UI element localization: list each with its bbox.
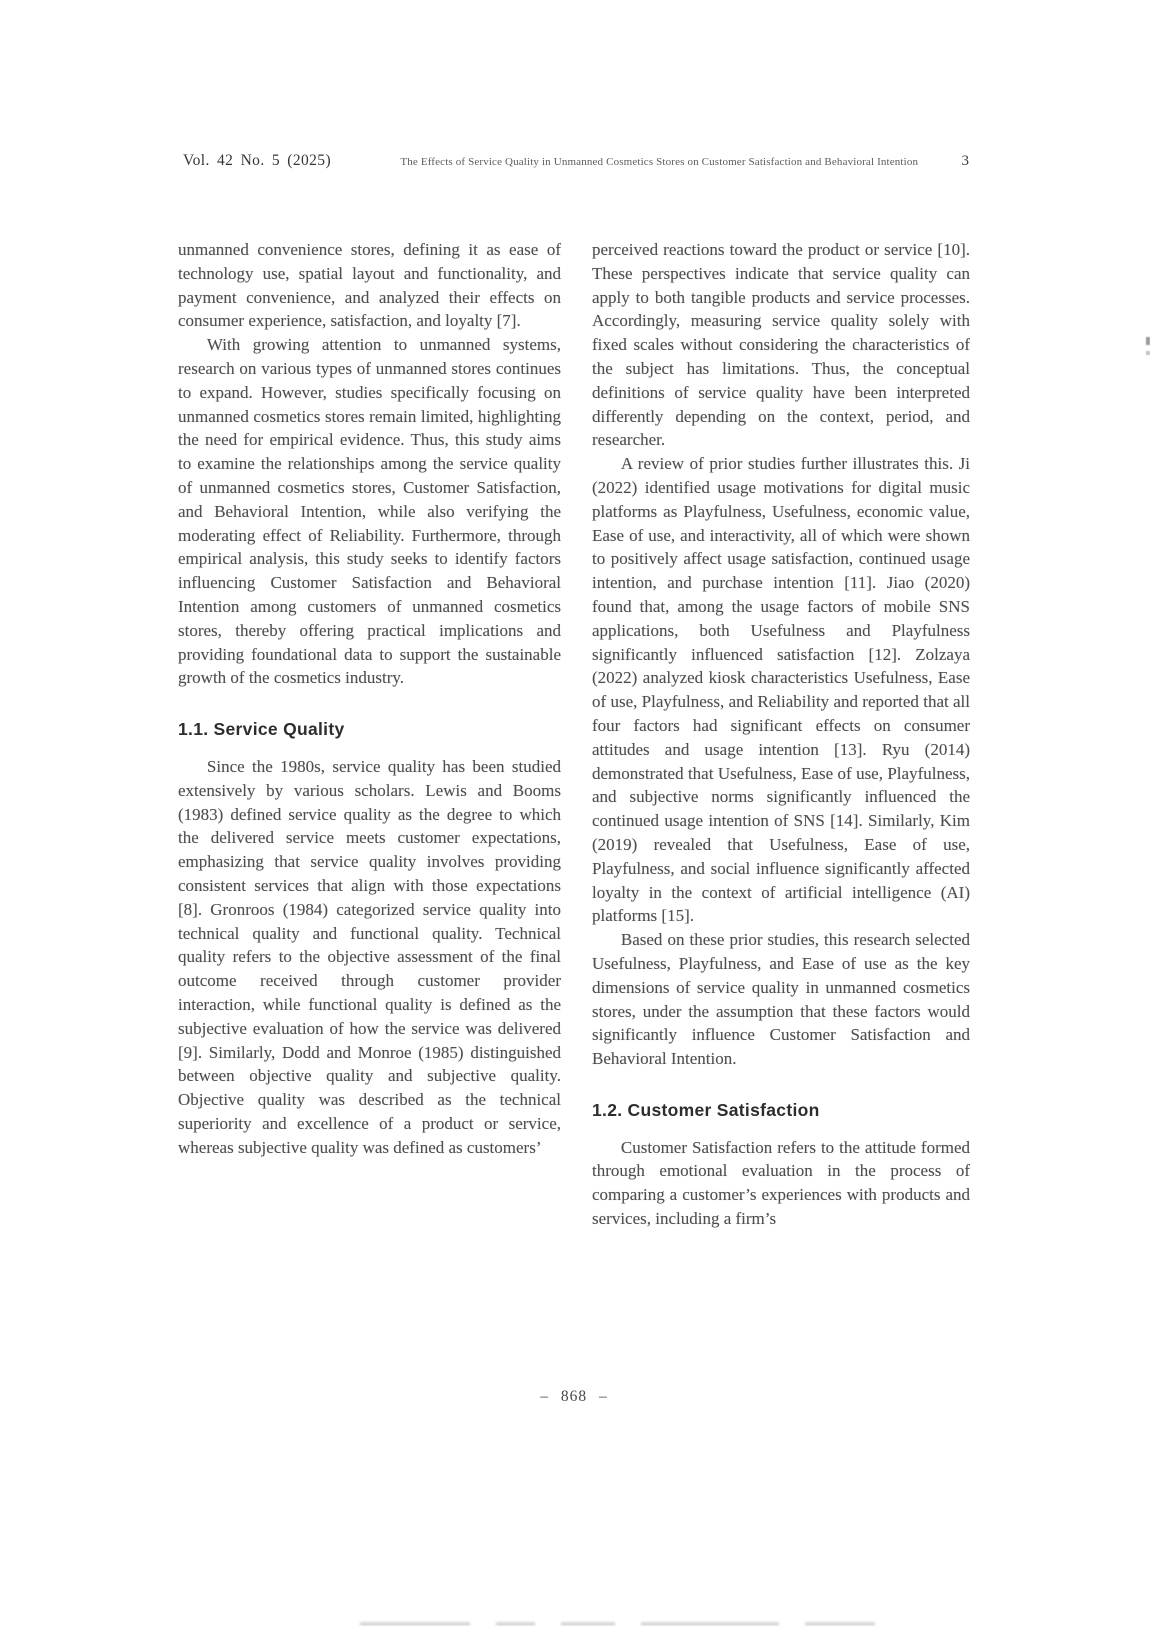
- artifact-fragment: [360, 1622, 470, 1626]
- running-head: [183, 152, 969, 170]
- scan-edge-mark: [1146, 337, 1150, 345]
- journal-volume: Vol. 42 No. 5 (2025): [183, 152, 332, 169]
- artifact-fragment: [805, 1622, 875, 1626]
- running-title: The Effects of Service Quality in Unmanned Cosmetics Stores on Customer Satisfaction and Behavioral Intention: [400, 156, 919, 168]
- right-column: [592, 238, 970, 1346]
- section-heading-service-quality: 1.1. Service Quality: [178, 719, 345, 740]
- paragraph: Based on these prior studies, this research selected Usefulness, Playfulness, and Ease of use as the key dimensions of service quality in unmanned cosmetics stores, under the assumption that these factors would significantly influence Customer Satisfaction and Behavioral Intention.: [592, 930, 970, 1069]
- artifact-fragment: [561, 1622, 615, 1626]
- left-column: [178, 238, 561, 1346]
- page-number-top: 3: [961, 153, 969, 169]
- scan-edge-mark: [1146, 351, 1150, 355]
- paragraph: perceived reactions toward the product or service [10]. These perspectives indicate that service quality can apply to both tangible products and service processes. Accordingly, measuring service quality solely with fixed scales without considering the characteristics of the subject has limitations. Thus, the conceptual definitions of service quality have been interpreted differently depending on the context, period, and researcher.: [592, 240, 970, 450]
- page-number-bottom: – 868 –: [540, 1388, 608, 1405]
- artifact-fragment: [641, 1622, 779, 1626]
- paragraph: unmanned convenience stores, defining it as ease of technology use, spatial layout and functionality, and payment convenience, and analyzed their effects on consumer experience, satisfaction, and loyalty [7].: [178, 240, 561, 331]
- artifact-fragment: [496, 1622, 535, 1626]
- paragraph: With growing attention to unmanned systems, research on various types of unmanned stores continues to expand. However, studies specifically focusing on unmanned cosmetics stores remain limited, highlighting the need for empirical evidence. Thus, this study aims to examine the relationships among the service quality of unmanned cosmetics stores, Customer Satisfaction, and Behavioral Intention, while also verifying the moderating effect of Reliability. Furthermore, through empirical analysis, this study seeks to identify factors influencing Customer Satisfaction and Behavioral Intention among customers of unmanned cosmetics stores, thereby offering practical implications and providing foundational data to support the sustainable growth of the cosmetics industry.: [178, 335, 561, 688]
- body-columns: [178, 238, 970, 1346]
- paragraph: Since the 1980s, service quality has been studied extensively by various scholars. Lewis and Booms (1983) defined service quality as the degree to which the delivered service meets customer expectations, emphasizing that service quality involves providing consistent services that align with those expectations [8]. Gronroos (1984) categorized service quality into technical quality and functional quality. Technical quality refers to the objective assessment of the final outcome received through customer provider interaction, while functional quality is defined as the subjective evaluation of how the service was delivered [9]. Similarly, Dodd and Monroe (1985) distinguished between objective quality and subjective quality. Objective quality was described as the technical superiority and excellence of a product or service, whereas subjective quality was defined as customers’: [178, 756, 561, 1157]
- section-heading-customer-satisfaction: 1.2. Customer Satisfaction: [592, 1099, 820, 1120]
- cut-off-text-artifact: [360, 1621, 875, 1626]
- paragraph: Customer Satisfaction refers to the attitude formed through emotional evaluation in the process of comparing a customer’s experiences with products and services, including a firm’s: [592, 1137, 970, 1229]
- paragraph: A review of prior studies further illustrates this. Ji (2022) identified usage motivations for digital music platforms as Playfulness, Usefulness, economic value, Ease of use, and interactivity, all of which were shown to positively affect usage satisfaction, continued usage intention, and purchase intention [11]. Jiao (2020) found that, among the usage factors of mobile SNS applications, both Usefulness and Playfulness significantly influenced satisfaction [12]. Zolzaya (2022) analyzed kiosk characteristics Usefulness, Ease of use, Playfulness, and Reliability and reported that all four factors had significant effects on consumer attitudes and usage intention [13]. Ryu (2014) demonstrated that Usefulness, Ease of use, Playfulness, and subjective norms significantly influenced the continued usage intention of SNS [14]. Similarly, Kim (2019) revealed that Usefulness, Ease of use, Playfulness, and social influence significantly affected loyalty in the context of artificial intelligence (AI) platforms [15].: [592, 454, 970, 926]
